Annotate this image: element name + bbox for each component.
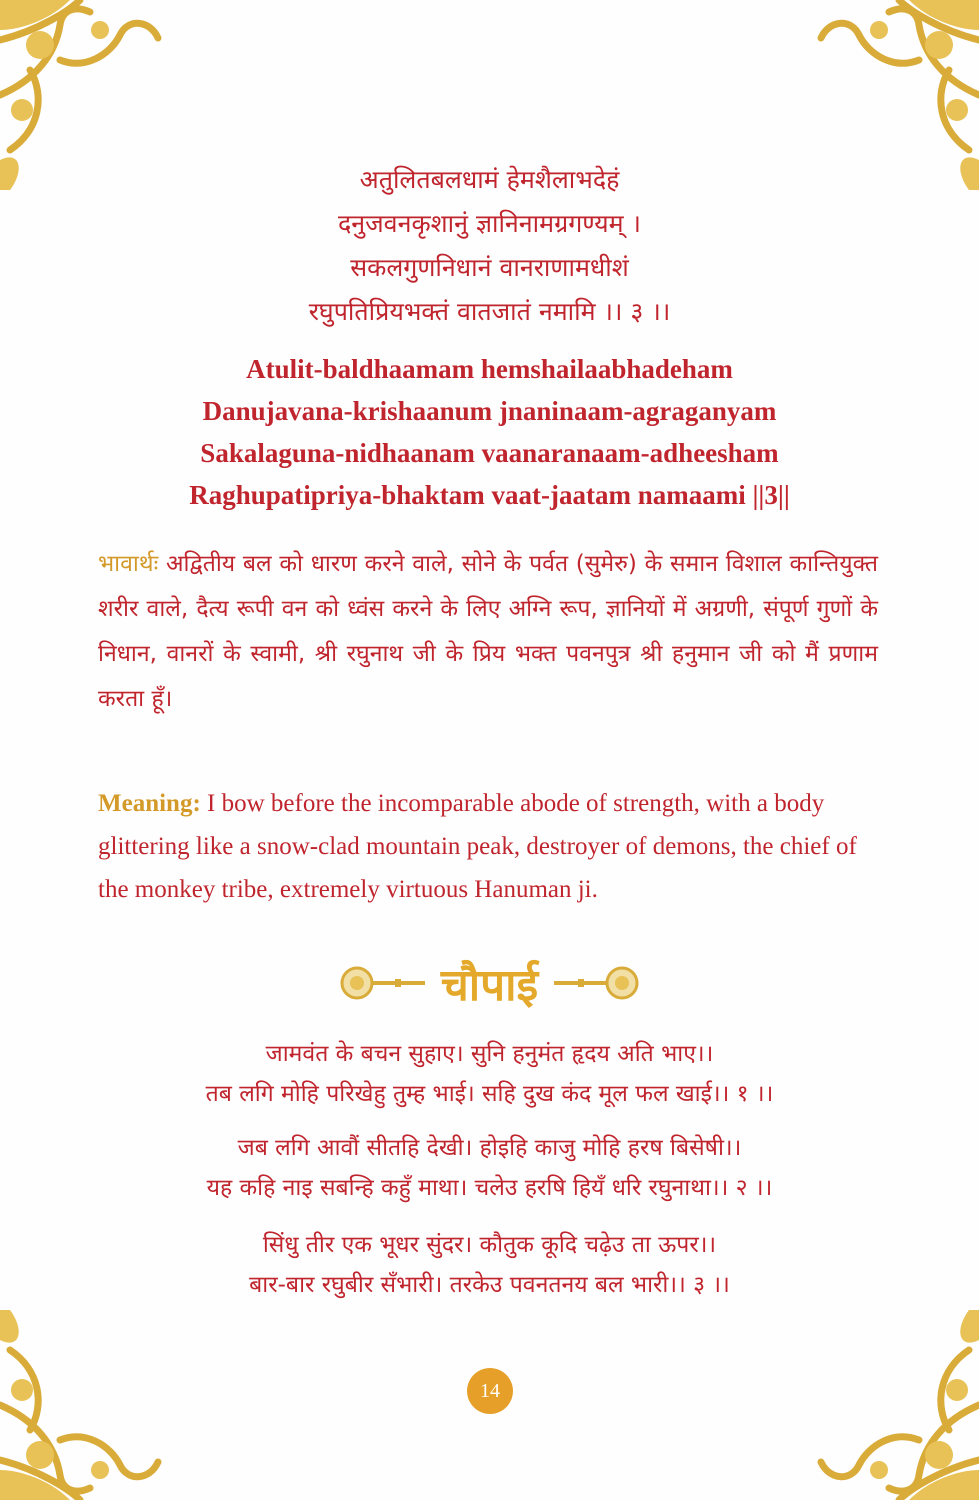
mace-icon-left xyxy=(339,965,427,1001)
transliteration-line-4: Raghupatipriya-bhaktam vaat-jaatam namaami ||3|| xyxy=(189,480,790,510)
sanskrit-line-2: दनुजवनकृशानुं ज्ञानिनामग्रगण्यम् । xyxy=(337,209,642,238)
hindi-meaning-label: भावार्थः xyxy=(98,551,159,577)
transliteration-line-1: Atulit-baldhaamam hemshailaabhadeham xyxy=(246,354,733,384)
english-meaning-text: I bow before the incomparable abode of strength, with a body glittering like a snow-clad mountain peak, destroyer of demons, the chief of the monkey tribe, extremely virtuous Hanuman ji. xyxy=(98,790,857,903)
sanskrit-line-4: रघुपतिप्रियभक्तं वातजातं नमामि ।। ३ ।। xyxy=(308,297,671,326)
corner-ornament-bottom-left xyxy=(0,1300,170,1500)
chaupai-line: तब लगि मोहि परिखेहु तुम्ह भाई। सहि दुख कंद मूल फल खाई।। १ ।। xyxy=(205,1081,774,1107)
page-number: 14 xyxy=(467,1368,513,1414)
chaupai-line: जब लगि आवौं सीतहि देखी। होइहि काजु मोहि हरष बिसेषी।। xyxy=(237,1135,742,1161)
chaupai-couplet-2 xyxy=(0,1128,979,1208)
hindi-meaning xyxy=(98,542,878,722)
chaupai-line: सिंधु तीर एक भूधर सुंदर। कौतुक कूदि चढ़ेउ ता ऊपर।। xyxy=(262,1232,717,1258)
transliteration-line-2: Danujavana-krishaanum jnaninaam-agraganyam xyxy=(202,396,777,426)
english-meaning xyxy=(98,782,883,911)
transliteration-line-3: Sakalaguna-nidhaanam vaanaranaam-adheesham xyxy=(200,438,779,468)
chaupai-line: बार-बार रघुबीर सँभारी। तरकेउ पवनतनय बल भारी।। ३ ।। xyxy=(249,1272,730,1298)
transliteration xyxy=(0,348,979,516)
section-heading xyxy=(0,948,979,1018)
chaupai-line: यह कहि नाइ सबन्हि कहुँ माथा। चलेउ हरषि हियँ धरि रघुनाथा।। २ ।। xyxy=(206,1175,773,1201)
sanskrit-line-3: सकलगुणनिधानं वानराणामधीशं xyxy=(350,253,629,282)
corner-ornament-bottom-right xyxy=(809,1300,979,1500)
chaupai-couplet-3 xyxy=(0,1225,979,1305)
hindi-meaning-text: अद्वितीय बल को धारण करने वाले, सोने के पर्वत (सुमेरु) के समान विशाल कान्तियुक्त शरीर वाले, दैत्य रूपी वन को ध्वंस करने के लिए अग्नि रूप, ज्ञानियों में अग्रणी, संपूर्ण गुणों के निधान, वानरों के स्वामी, श्री रघुनाथ जी के प्रिय भक्त पवनपुत्र श्री हनुमान जी को मैं प्रणाम करता हूँ। xyxy=(98,551,879,712)
mace-icon-right xyxy=(552,965,640,1001)
chaupai-line: जामवंत के बचन सुहाए। सुनि हनुमंत हृदय अति भाए।। xyxy=(265,1041,714,1067)
english-meaning-label: Meaning: xyxy=(98,790,201,817)
chaupai-couplet-1 xyxy=(0,1034,979,1114)
sanskrit-line-1: अतुलितबलधामं हेमशैलाभदेहं xyxy=(359,165,620,194)
sanskrit-verse xyxy=(0,158,979,334)
chaupai-heading: चौपाई xyxy=(440,960,539,1011)
